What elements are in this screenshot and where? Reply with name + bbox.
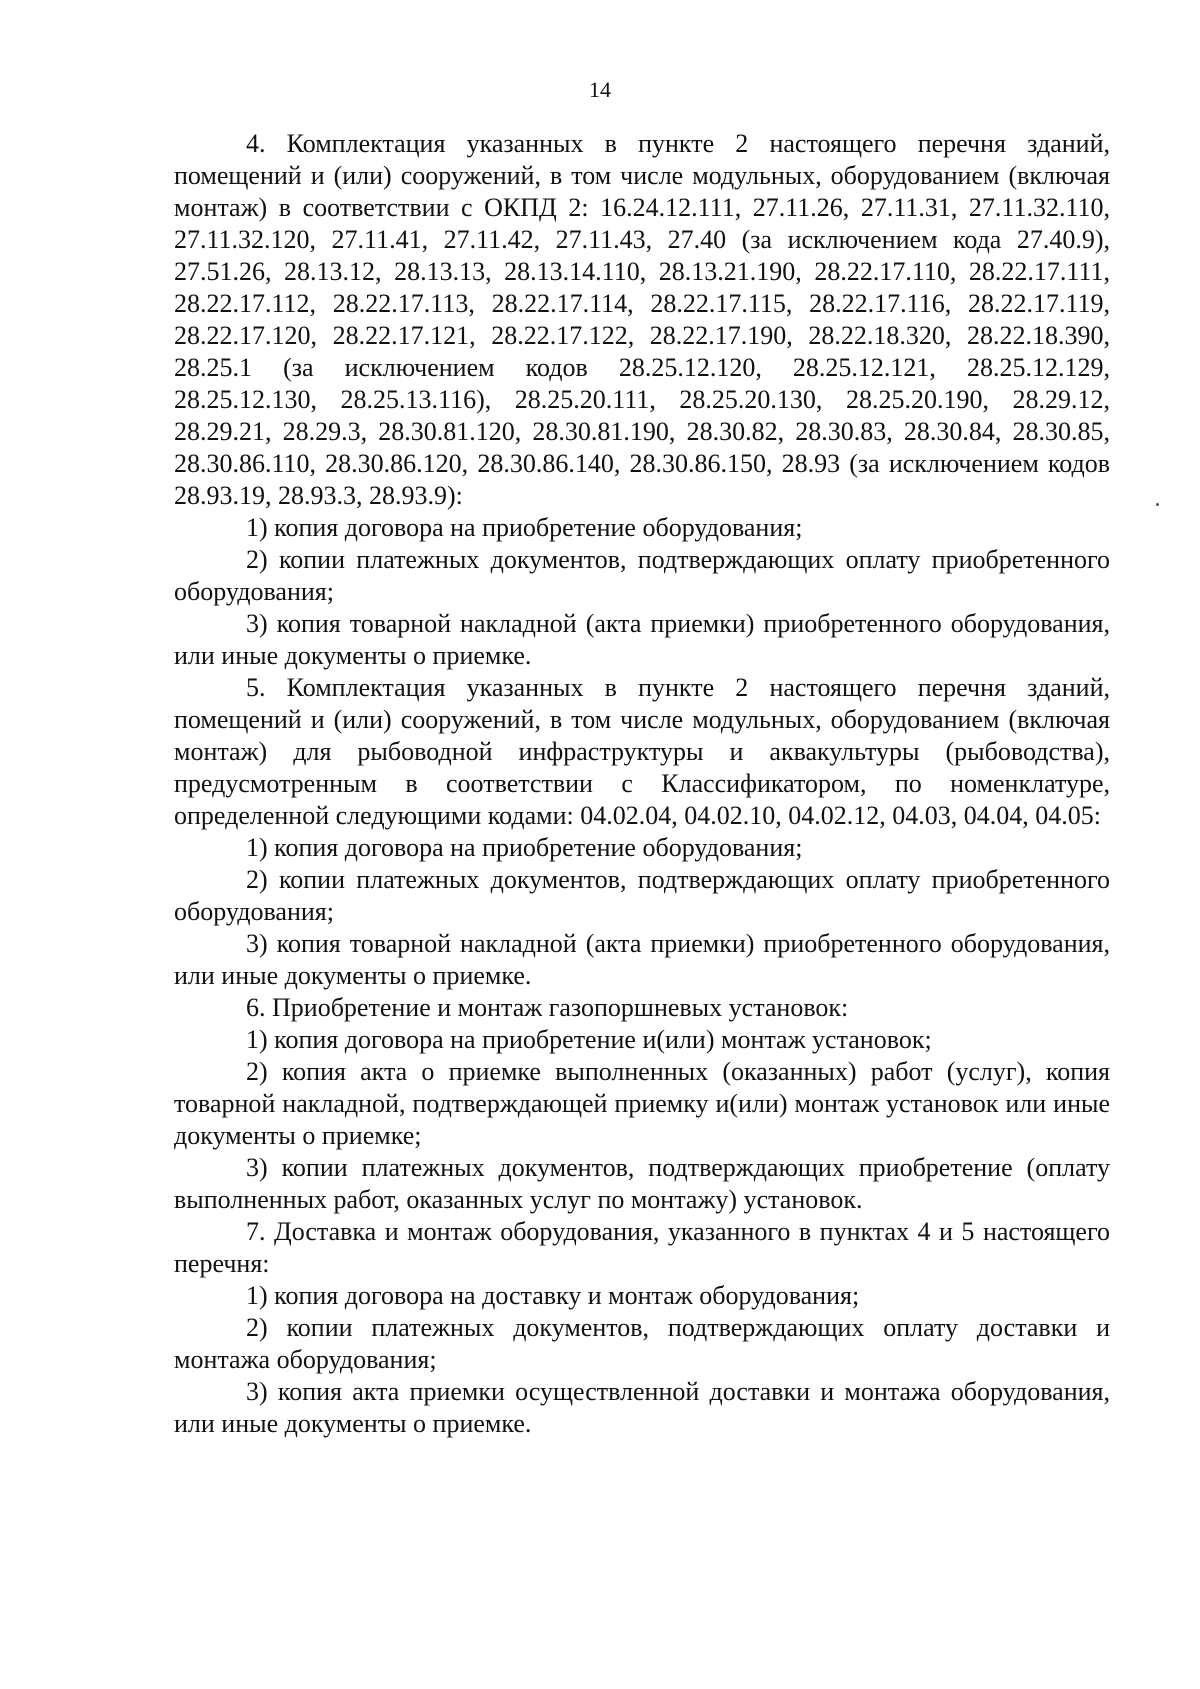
paragraph-subitem: 1) копия договора на приобретение и(или) монтаж установок; xyxy=(246,1025,932,1054)
paragraph-subitem: 3) копия товарной накладной (акта приемки) приобретенного оборудования, или иные документы о приемке. xyxy=(174,609,1110,670)
paragraph-subitem: 1) копия договора на приобретение оборудования; xyxy=(246,833,803,862)
paragraph-subitem: 2) копии платежных документов, подтверждающих оплату доставки и монтажа оборудования; xyxy=(174,1313,1110,1374)
paragraph-item-6: 6. Приобретение и монтаж газопоршневых установок: xyxy=(246,993,849,1022)
paragraph-item-5: 5. Комплектация указанных в пункте 2 настоящего перечня зданий, помещений и (или) сооружений, в том числе модульных, оборудованием (включая монтаж) для рыбоводной инфраструктуры и аквакультуры (рыбоводства), предусмотренным в соответствии с Классификатором, по номенклатуре, определенной следующими кодами: 04.02.04, 04.02.10, 04.02.12, 04.03, 04.04, 04.05: xyxy=(174,673,1110,830)
paragraph-subitem: 3) копии платежных документов, подтверждающих приобретение (оплату выполненных работ, оказанных услуг по монтажу) установок. xyxy=(174,1153,1110,1214)
paragraph-subitem: 2) копии платежных документов, подтверждающих оплату приобретенного оборудования; xyxy=(174,545,1110,606)
document-body xyxy=(174,128,1110,1440)
paragraph-subitem: 1) копия договора на приобретение оборудования; xyxy=(246,513,803,542)
paragraph-subitem: 1) копия договора на доставку и монтаж оборудования; xyxy=(246,1281,860,1310)
scan-speck xyxy=(1156,503,1159,506)
paragraph-subitem: 2) копии платежных документов, подтверждающих оплату приобретенного оборудования; xyxy=(174,865,1110,926)
page-number: 14 xyxy=(589,77,611,102)
paragraph-subitem: 3) копия товарной накладной (акта приемки) приобретенного оборудования, или иные документы о приемке. xyxy=(174,929,1110,990)
paragraph-subitem: 3) копия акта приемки осуществленной доставки и монтажа оборудования, или иные документы о приемке. xyxy=(174,1377,1110,1438)
paragraph-subitem: 2) копия акта о приемке выполненных (оказанных) работ (услуг), копия товарной накладной, подтверждающей приемку и(или) монтаж установок или иные документы о приемке; xyxy=(174,1057,1110,1150)
paragraph-item-7: 7. Доставка и монтаж оборудования, указанного в пунктах 4 и 5 настоящего перечня: xyxy=(174,1217,1110,1278)
paragraph-item-4: 4. Комплектация указанных в пункте 2 настоящего перечня зданий, помещений и (или) сооружений, в том числе модульных, оборудованием (включая монтаж) в соответствии с ОКПД 2: 16.24.12.111, 27.11.26, 27.11.31, 27.11.32.110, 27.11.32.120, 27.11.41, 27.11.42, 27.11.43, 27.40 (за исключением кода 27.40.9), 27.51.26, 28.13.12, 28.13.13, 28.13.14.110, 28.13.21.190, 28.22.17.110, 28.22.17.111, 28.22.17.112, 28.22.17.113, 28.22.17.114, 28.22.17.115, 28.22.17.116, 28.22.17.119, 28.22.17.120, 28.22.17.121, 28.22.17.122, 28.22.17.190, 28.22.18.320, 28.22.18.390, 28.25.1 (за исключением кодов 28.25.12.120, 28.25.12.121, 28.25.12.129, 28.25.12.130, 28.25.13.116), 28.25.20.111, 28.25.20.130, 28.25.20.190, 28.29.12, 28.29.21, 28.29.3, 28.30.81.120, 28.30.81.190, 28.30.82, 28.30.83, 28.30.84, 28.30.85, 28.30.86.110, 28.30.86.120, 28.30.86.140, 28.30.86.150, 28.93 (за исключением кодов 28.93.19, 28.93.3, 28.93.9): xyxy=(174,129,1110,510)
